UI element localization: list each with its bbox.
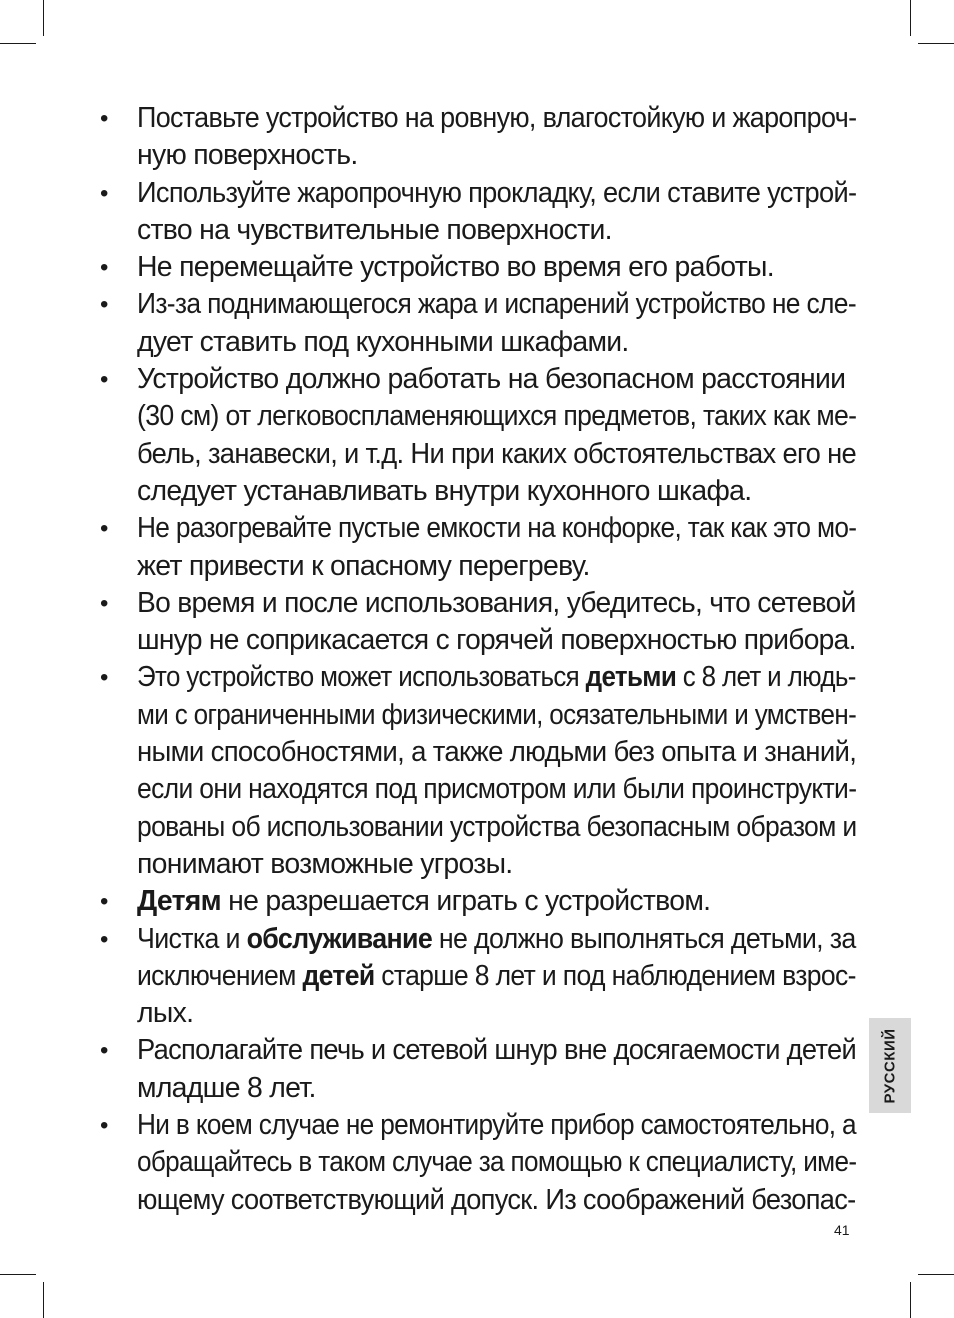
text-line — [137, 212, 856, 249]
text-segment: не разрешается играть с устройством. — [220, 885, 711, 918]
text-line — [137, 1032, 857, 1069]
text-line — [137, 137, 856, 174]
list-item — [96, 1032, 856, 1107]
text-segment: дует ставить под кухонными шкафами. — [137, 325, 629, 358]
text-segment: Это устройство может использоваться — [137, 661, 586, 694]
list-item-text — [137, 510, 856, 585]
text-line — [137, 1182, 856, 1219]
text-segment: ными способностями, а также людьми без опыта и знаний, — [137, 736, 857, 769]
text-line — [137, 286, 856, 323]
text-line — [137, 510, 857, 547]
text-line — [137, 175, 857, 212]
crop-mark-bottom-left-v — [43, 1282, 44, 1318]
crop-mark-top-left-h — [0, 43, 36, 44]
text-segment: Во время и после использования, убедитесь, что сетевой — [137, 586, 856, 619]
text-segment: понимают возможные угрозы. — [137, 847, 513, 880]
list-item-text — [137, 361, 856, 510]
text-line — [137, 548, 856, 585]
text-line — [137, 1144, 857, 1181]
bullet-icon: • — [100, 366, 108, 394]
list-item-text — [137, 175, 856, 250]
bullet-icon: • — [100, 589, 108, 617]
text-segment: ство на чувствительные поверхности. — [137, 213, 612, 246]
list-item-text — [137, 1107, 856, 1219]
crop-mark-bottom-left-h — [0, 1274, 36, 1275]
text-segment: лых. — [137, 997, 194, 1030]
text-line — [137, 585, 856, 622]
page-number: 41 — [834, 1222, 850, 1238]
text-segment: ми с ограниченными физическими, осязательными и умствен- — [137, 698, 857, 731]
bullet-icon: • — [100, 515, 108, 543]
text-segment: младше 8 лет. — [137, 1071, 316, 1104]
list-item — [96, 1107, 856, 1219]
text-line — [137, 398, 857, 435]
text-line — [137, 771, 857, 808]
text-segment: обращайтесь в таком случае за помощью к специалисту, име- — [137, 1146, 857, 1179]
text-line — [137, 436, 857, 473]
text-line — [137, 958, 856, 995]
bullet-icon: • — [100, 254, 108, 282]
instruction-list-container — [96, 100, 856, 1219]
text-segment: Из-за поднимающегося жара и испарений устройство не сле- — [137, 288, 856, 321]
list-item — [96, 286, 856, 361]
text-line — [137, 659, 856, 696]
crop-mark-top-right-h — [918, 43, 954, 44]
text-line — [137, 1070, 856, 1107]
list-item — [96, 175, 856, 250]
list-item-text — [137, 659, 856, 883]
text-line — [137, 622, 856, 659]
crop-mark-top-left-v — [43, 0, 44, 36]
text-segment: Поставьте устройство на ровную, влагостойкую и жаропроч- — [137, 102, 857, 134]
text-segment: Устройство должно работать на безопасном расстоянии — [137, 363, 846, 396]
safety-instructions-list — [96, 100, 856, 1219]
list-item — [96, 585, 856, 660]
crop-mark-bottom-right-h — [918, 1274, 954, 1275]
list-item — [96, 921, 856, 1033]
text-segment: Не перемещайте устройство во время его работы. — [137, 251, 774, 284]
text-segment: Ни в коем случае не ремонтируйте прибор самостоятельно, а — [137, 1109, 856, 1142]
text-segment: шнур не соприкасается с горячей поверхностью прибора. — [137, 624, 856, 657]
text-segment: Не разогревайте пустые емкости на конфорке, так как это мо- — [137, 512, 857, 545]
text-line — [137, 361, 856, 398]
text-segment: если они находятся под присмотром или были проинструкти- — [137, 773, 857, 806]
text-segment: Используйте жаропрочную прокладку, если ставите устрой- — [137, 176, 857, 209]
list-item-text — [137, 249, 856, 286]
text-segment: Располагайте печь и сетевой шнур вне досягаемости детей — [137, 1034, 857, 1067]
list-item-text — [137, 1032, 856, 1107]
text-segment: жет привести к опасному перегреву. — [137, 549, 590, 582]
text-segment: (30 см) от легковоспламеняющихся предметов, таких как ме- — [137, 400, 857, 433]
bullet-icon: • — [100, 105, 108, 132]
bullet-icon: • — [100, 179, 108, 207]
text-segment: ющему соответствующий допуск. Из соображений безопас- — [137, 1183, 856, 1216]
text-segment: ную поверхность. — [137, 139, 358, 172]
list-item — [96, 249, 856, 286]
list-item — [96, 883, 856, 920]
bullet-icon: • — [100, 1112, 108, 1140]
list-item — [96, 361, 856, 510]
crop-mark-bottom-right-v — [910, 1282, 911, 1318]
emphasis-text: детьми — [585, 661, 677, 694]
list-item — [96, 510, 856, 585]
bullet-icon: • — [100, 925, 108, 953]
text-segment: с 8 лет и людь- — [676, 661, 856, 694]
text-line — [137, 921, 856, 958]
text-line — [137, 846, 856, 883]
emphasis-text: Детям — [137, 885, 221, 918]
text-segment: следует устанавливать внутри кухонного шкафа. — [137, 474, 752, 507]
emphasis-text: детей — [302, 959, 375, 992]
list-item-text — [137, 921, 856, 1033]
list-item-text — [137, 585, 856, 660]
text-segment: рованы об использовании устройства безопасным образом и — [137, 810, 857, 843]
crop-mark-top-right-v — [910, 0, 911, 36]
text-line — [137, 249, 856, 286]
text-line — [137, 1107, 856, 1144]
emphasis-text: обслуживание — [246, 922, 433, 955]
list-item — [96, 659, 856, 883]
text-segment: Чистка и — [137, 922, 247, 955]
text-line — [137, 809, 857, 846]
text-segment: бель, занавески, и т.д. Ни при каких обстоятельствах его не — [137, 437, 857, 470]
text-segment: не должно выполняться детьми, за — [432, 922, 856, 955]
list-item — [96, 100, 856, 175]
bullet-icon: • — [100, 291, 108, 319]
bullet-icon: • — [100, 664, 108, 692]
text-line — [137, 697, 857, 734]
text-line — [137, 473, 856, 510]
list-item-text — [137, 100, 856, 175]
text-line — [137, 734, 857, 771]
list-item-text — [137, 286, 856, 361]
text-line — [137, 324, 856, 361]
list-item-text — [137, 883, 856, 920]
bullet-icon: • — [100, 1037, 108, 1065]
text-line — [137, 100, 857, 137]
text-segment: старше 8 лет и под наблюдением взрос- — [374, 959, 856, 992]
text-line — [137, 883, 856, 920]
text-segment: исключением — [137, 959, 303, 992]
language-section-tab — [869, 1018, 911, 1113]
bullet-icon: • — [100, 888, 108, 916]
text-line — [137, 995, 856, 1032]
language-section-label: РУССКИЙ — [881, 1027, 899, 1104]
